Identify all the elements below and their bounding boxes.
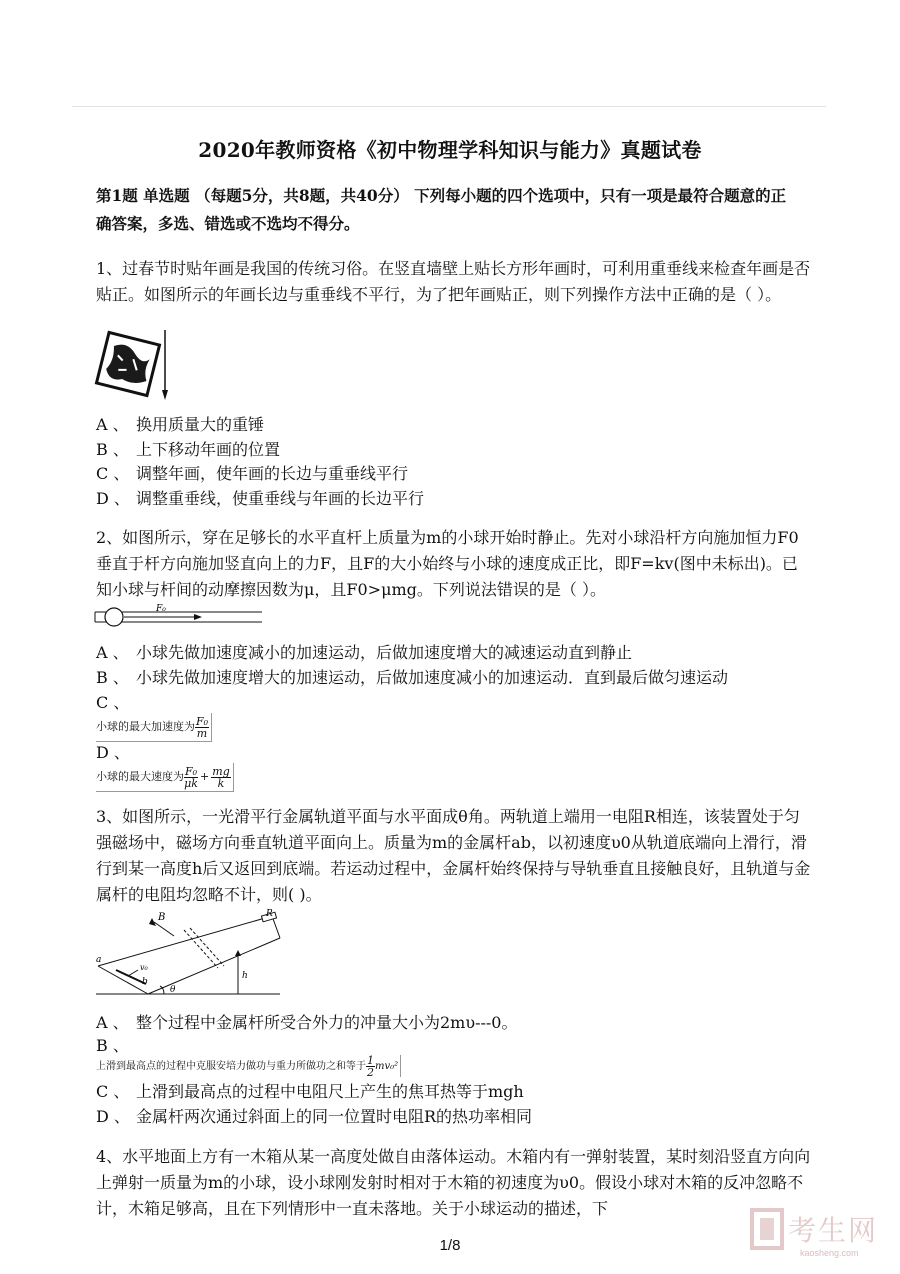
rod-ball-figure: [94, 602, 264, 630]
question-1-stem: 1、过春节时贴年画是我国的传统习俗。在竖直墙壁上贴长方形年画时，可利用重垂线来检查年画是否贴正。如图所示的年画长边与重垂线不平行，为了把年画贴正，则下列操作方法中正确的是（ ）。: [96, 259, 811, 304]
q3-option-a: A 、 整个过程中金属杆所受合外力的冲量大小为2mυ---0。: [96, 1013, 518, 1032]
label-theta: θ: [170, 985, 176, 995]
q3-option-b-formula: 上滑到最高点的过程中克服安培力做功与重力所做功之和等于 $\frac{1}{2}$ mv₀²: [96, 1055, 401, 1077]
q2-option-b: B 、 小球先做加速度增大的加速运动，后做加速度减小的加速运动．直到最后做匀速运动: [96, 668, 729, 687]
label-r: R: [266, 909, 273, 919]
header-rule: [72, 106, 826, 107]
q1-option-b: B 、 上下移动年画的位置: [96, 440, 281, 459]
question-2-stem: 2、如图所示，穿在足够长的水平直杆上质量为m的小球开始时静止。先对小球沿杆方向施加恒力F0垂直于杆方向施加竖直向上的力F，且F的大小始终与小球的速度成正比，即F=kv(图中未标出)。已知小球与杆间的动摩擦因数为μ，且F0>μmg。下列说法错误的是（ ）。: [96, 528, 799, 599]
page-title: 2020年教师资格《初中物理学科知识与能力》真题试卷: [198, 138, 702, 162]
q3-option-c: C 、 上滑到最高点的过程中电阻尺上产生的焦耳热等于mgh: [96, 1082, 524, 1101]
label-a: a: [96, 955, 102, 965]
label-v0: v₀: [140, 963, 148, 972]
q1-option-d: D 、 调整重垂线，使重垂线与年画的长边平行: [96, 489, 425, 508]
new-year-picture-figure: [92, 328, 174, 402]
q3-option-b: B 、: [96, 1036, 129, 1055]
q2-option-d: D 、: [96, 743, 130, 762]
section-instructions: 第1题 单选题 （每题5分，共8题，共40分） 下列每小题的四个选项中，只有一项是最符合题意的正确答案，多选、错选或不选均不得分。: [96, 186, 787, 233]
q1-option-a: A 、 换用质量大的重锤: [96, 415, 265, 434]
watermark-brand: 考生网: [788, 1214, 879, 1247]
kaosheng-watermark-logo: [748, 1200, 888, 1264]
q3-option-d: D 、 金属杆两次通过斜面上的同一位置时电阻R的热功率相同: [96, 1107, 533, 1126]
watermark-domain: kaosheng.com: [800, 1248, 859, 1258]
label-h: h: [242, 971, 248, 981]
q2-option-c-formula: 小球的最大加速度为 $\frac{\text{F₀}}{m}$: [96, 713, 212, 742]
label-b-field: B: [158, 912, 166, 923]
page-number: 1/8: [439, 1237, 461, 1254]
q2-option-a: A 、 小球先做加速度减小的加速运动，后做加速度增大的减速运动直到静止: [96, 643, 633, 662]
question-3-stem: 3、如图所示，一光滑平行金属轨道平面与水平面成θ角。两轨道上端用一电阻R相连，该装置处于匀强磁场中，磁场方向垂直轨道平面向上。质量为m的金属杆ab，以初速度υ0从轨道底端向上滑行，滑行到某一高度h后又返回到底端。若运动过程中，金属杆始终保持与导轨垂直且接触良好，且轨道与金属杆的电阻均忽略不计，则( )。: [96, 807, 811, 904]
q2-option-c: C 、: [96, 693, 130, 712]
q1-option-c: C 、 调整年画，使年画的长边与重垂线平行: [96, 464, 409, 483]
label-b-rod: b: [142, 977, 148, 987]
force-label: F₀: [156, 604, 166, 614]
inclined-rails-figure: [94, 908, 284, 1000]
question-4-stem: 4、水平地面上方有一木箱从某一高度处做自由落体运动。木箱内有一弹射装置，某时刻沿竖直方向向上弹射一质量为m的小球，设小球刚发射时相对于木箱的初速度为υ0。假设小球对木箱的反冲忽略不计，木箱足够高，且在下列情形中一直未落地。关于小球运动的描述，下: [96, 1147, 811, 1218]
q2-option-d-formula: 小球的最大速度为 $\frac{\text{F₀}}{\mu k}$ + $\frac{mg}{k}$: [96, 763, 234, 792]
